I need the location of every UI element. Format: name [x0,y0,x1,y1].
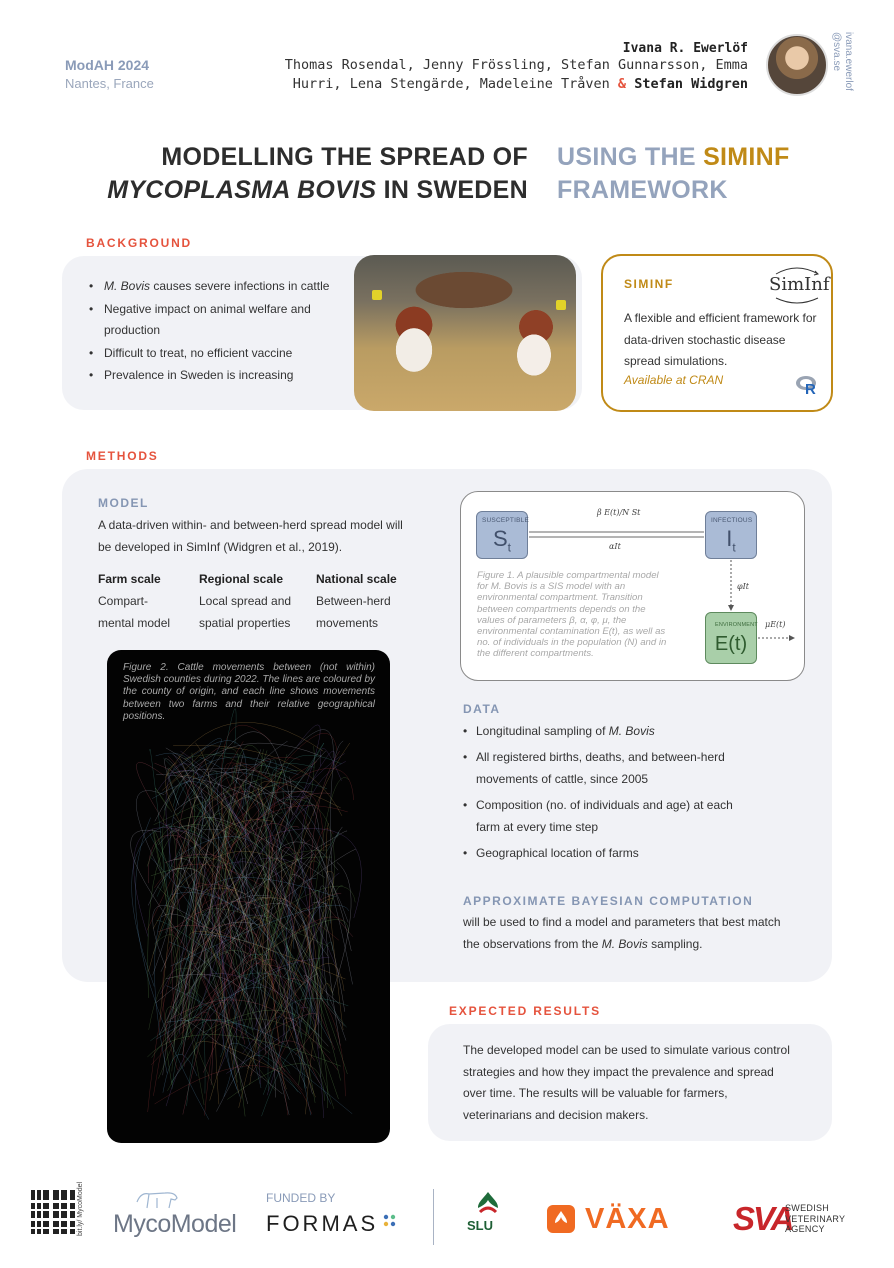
abc-text-species: M. Bovis [601,937,648,951]
siminf-cran-link[interactable]: Available at CRAN [624,373,724,387]
formas-dots-icon [383,1214,401,1235]
methods-heading: METHODS [86,449,159,463]
contact-email[interactable] [831,32,854,112]
environment-label: ENVIRONMENT [715,622,758,628]
model-heading: MODEL [98,496,149,510]
formas-logo [266,1211,378,1237]
calves-photo [354,255,576,411]
vaxa-logo: VÄXA [585,1203,670,1235]
environment-symbol: E(t) [714,633,748,655]
title-line-1: MODELLING THE SPREAD OF [161,143,528,171]
abc-description [463,911,783,955]
conference-name: ModAH 2024 [65,57,150,73]
coauthor-list [228,56,748,94]
bullet-text: causes severe infections in cattle [150,279,330,293]
rate-i-to-e: φIt [737,582,749,591]
cattle-movement-map [107,650,390,1143]
coauthors-line-2 [228,75,748,94]
title-species: MYCOPLASMA BOVIS [107,176,377,204]
footer-divider [433,1189,434,1245]
last-author: Stefan Widgren [634,76,748,92]
results-heading: EXPECTED RESULTS [449,1004,601,1018]
movement-line [235,778,351,951]
coauthors-line-2-text: Hurri, Lena Stengärde, Madeleine Tråven [292,76,610,92]
farm-scale-text-2: mental model [98,616,171,630]
regional-scale-text-2: spatial properties [199,616,291,630]
model-description: A data-driven within- and between-herd spread model will be developed in SimInf (Widgren et al., 2019). [98,518,403,554]
data-bullet-2 [463,746,733,790]
bullet-text: All registered births, deaths, and between-herd movements of cattle, since 2005 [476,750,725,786]
sva-logo-subtitle: SWEDISH VETERINARY AGENCY [785,1203,846,1234]
movement-line [309,777,349,957]
contact-email-user: ivana.ewerlof [843,32,854,91]
movement-line [153,895,176,954]
rate-s-to-i: β E(t)/N St [597,508,641,517]
siminf-heading: SIMINF [624,277,674,291]
subtitle-siminf: SIMINF [703,143,790,171]
abc-text-pre: will be used to find a model and parameters that best match the observations from the [463,915,781,951]
rate-e-decay: μE(t) [765,620,786,629]
svg-text:R: R [805,381,816,396]
siminf-description: A flexible and efficient framework for data-driven stochastic disease spread simulations. [624,311,817,368]
national-scale-title: National scale [316,572,397,586]
contact-email-domain: @sva.se [831,32,842,72]
presenting-author: Ivana R. Ewerlöf [622,41,748,56]
background-heading: BACKGROUND [86,236,192,250]
r-logo-icon [795,374,819,394]
farm-scale-text-1: Compart- [98,594,149,608]
background-list [88,276,348,388]
susceptible-sub: t [507,540,512,555]
abc-text-post: sampling. [647,937,703,951]
mycomodel-logo: MycoModel [113,1210,237,1238]
movement-lines-graphic [107,650,390,1143]
infectious-sub: t [732,540,736,555]
formas-text: FORMAS [266,1211,379,1236]
coauthors-line-1: Thomas Rosendal, Jenny Frössling, Stefan Gunnarsson, Emma [284,57,748,73]
movement-line [283,755,342,878]
subtitle-line-2: FRAMEWORK [557,176,728,204]
background-bullet-3 [88,343,348,365]
ear-tag-left [372,290,382,300]
ampersand: & [617,76,627,92]
qr-code[interactable] [31,1190,75,1234]
bullet-italic: M. Bovis [104,279,151,293]
bullet-text: Prevalence in Sweden is increasing [104,368,294,382]
figure-1-caption: Figure 1. A plausible compartmental model for M. Bovis is a SIS model with an environmental compartment. Transition between compartments depends on the values of parameters β, α, φ, μ, the environmental contamination E(t), as well as no. of individuals in the population (N) and in the different compartments. [477,570,667,660]
susceptible-s: S [492,526,508,551]
regional-scale [199,568,291,634]
infectious-label: INFECTIOUS [711,517,753,524]
background-bullet-4 [88,365,348,387]
data-heading: DATA [463,702,501,716]
compartment-model-figure [460,491,805,681]
rate-i-to-s: αIt [609,542,621,551]
national-scale [316,568,397,634]
data-bullet-1 [463,720,733,742]
figure-2-caption: Figure 2. Cattle movements between (not within) Swedish counties during 2022. The lines are coloured by the county of origin, and each line shows movements between two farms and their relative geographical positions. [123,662,375,722]
background-bullet-2 [88,299,348,342]
vaxa-logo-icon [547,1205,575,1233]
siminf-logo [768,264,830,304]
bullet-italic: M. Bovis [608,724,655,738]
bullet-text: Geographical location of farms [476,846,639,860]
farm-scale [98,568,170,634]
movement-line [242,1055,298,1092]
conference-location: Nantes, France [65,76,154,91]
title-line-2 [107,174,528,207]
results-description: The developed model can be used to simulate various control strategies and how they impact the prevalence and spread over time. The results will be valuable for farmers, veterinarians and decision makers. [463,1043,790,1122]
movement-line [305,983,332,1114]
regional-scale-text-1: Local spread and [199,594,292,608]
data-list [463,720,733,868]
title-line-2-rest: IN SWEDEN [376,176,528,204]
siminf-logo-text: SimInf [769,274,830,295]
national-scale-text-2: movements [316,616,379,630]
data-bullet-3 [463,794,733,838]
poster-title [107,141,528,207]
contact-email-text [830,32,854,91]
funded-by-label: FUNDED BY [266,1191,336,1205]
national-scale-text-1: Between-herd [316,594,391,608]
poster-subtitle [557,141,790,207]
sva-logo: SVA [733,1200,793,1237]
author-avatar [766,34,828,96]
slu-logo-text: SLU [467,1218,493,1233]
bullet-text: Longitudinal sampling of [476,724,609,738]
qr-link-note [76,1181,96,1236]
farm-scale-title: Farm scale [98,572,161,586]
bullet-text: Difficult to treat, no efficient vaccine [104,345,293,360]
bullet-text: Negative impact on animal welfare and production [104,301,311,337]
background-bullet-1 [88,276,348,298]
susceptible-label: SUSCEPTIBLE [482,517,529,524]
bullet-text: Composition (no. of individuals and age) at each farm at every time step [476,798,733,834]
data-bullet-4 [463,842,733,864]
movement-line [216,825,301,927]
ear-tag-right [556,300,566,310]
subtitle-using-the: USING THE [557,143,704,171]
abc-heading: APPROXIMATE BAYESIAN COMPUTATION [463,894,754,908]
subtitle-line-1 [557,141,790,174]
regional-scale-title: Regional scale [199,572,284,586]
infectious-i: I [726,526,733,551]
qr-link-text: bit.ly/ MycoModel [77,1181,84,1236]
